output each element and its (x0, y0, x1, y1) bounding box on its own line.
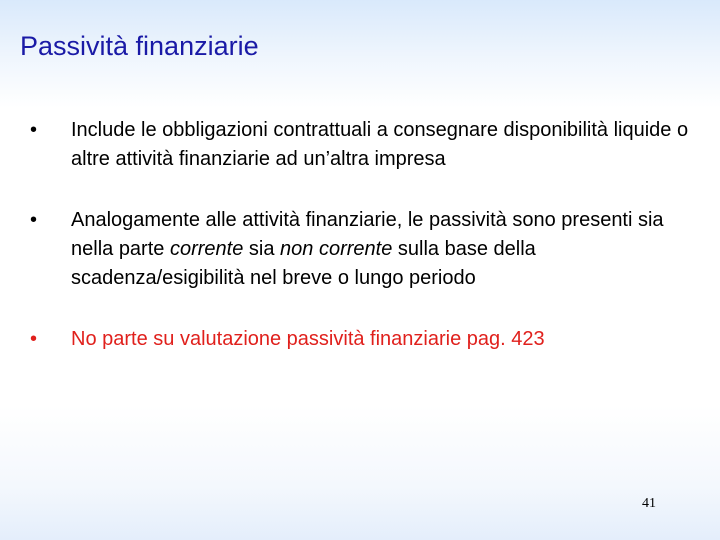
bullet-icon: • (30, 209, 38, 231)
bullet-icon: • (30, 119, 38, 141)
bullet-text-part: Analogamente alle attività finanziarie, le passività sono presenti sia nella parte (71, 209, 664, 260)
bullet-item-current-noncurrent (30, 206, 690, 293)
slide-title: Passività finanziarie (20, 31, 259, 61)
bullet-item-note (30, 325, 690, 354)
bullet-text-part: sia (243, 238, 281, 260)
emphasis-corrente: corrente (169, 238, 244, 260)
emphasis-non-corrente: non corrente (280, 238, 393, 260)
bullet-icon: • (30, 328, 38, 350)
page-number: 41 (642, 496, 656, 511)
bullet-item-obligations (30, 116, 690, 174)
bullet-text: Include le obbligazioni contrattuali a consegnare disponibilità liquide o altre attività finanziarie ad un’altra impresa (71, 119, 689, 170)
bullet-list (30, 116, 690, 354)
bullet-text-part: sulla base della scadenza/esigibilità nel breve o lungo periodo (71, 238, 536, 289)
bullet-text: No parte su valutazione passività finanziarie pag. 423 (71, 328, 545, 350)
